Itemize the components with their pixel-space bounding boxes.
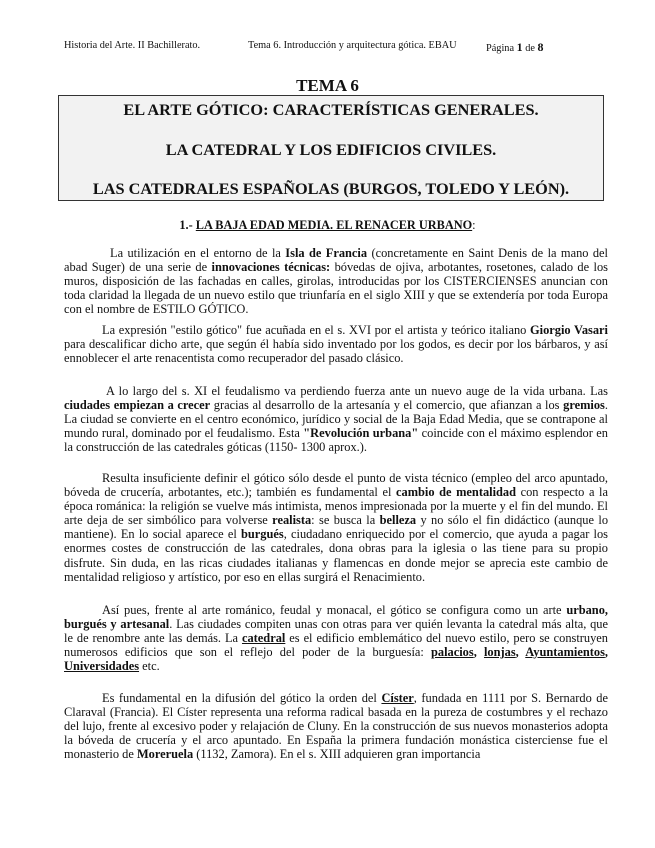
p4-text: , ciudadano enriquecido por el comercio, que ayuda a pagar los enormes costes de construcción de las catedrales, dona obras para la iglesia o las tiene para su propio disfrute. Sin duda, en las ricas ciudades italianas y flamencas en donde mejor se aprecia este cambio de mentalidad religioso y artístico, por eso en ellas surgirá el Renacimiento. bbox=[64, 527, 608, 584]
p5-bold: , bbox=[604, 645, 608, 660]
p5-bold: , bbox=[473, 645, 484, 660]
paragraph-4 bbox=[64, 471, 608, 584]
p3-bold: "Revolución urbana" bbox=[303, 426, 419, 441]
section-number: 1.- bbox=[179, 218, 196, 232]
section-heading bbox=[0, 218, 655, 233]
p5-underlined-bold: Universidades bbox=[64, 659, 140, 674]
p4-bold: burgués bbox=[241, 527, 284, 542]
p5-bold: , bbox=[515, 645, 526, 660]
p5-underlined-bold: Ayuntamientos bbox=[525, 645, 605, 660]
p3-text: gracias al desarrollo de la artesanía y el comercio, que afianzan a los bbox=[210, 398, 564, 413]
paragraph-5 bbox=[64, 603, 608, 673]
page-total: 8 bbox=[537, 40, 544, 54]
p3-bold: gremios bbox=[563, 398, 605, 413]
p3-bold: ciudades empiezan a crecer bbox=[64, 398, 211, 413]
header-topic: Tema 6. Introducción y arquitectura gótica. EBAU bbox=[248, 40, 457, 51]
page-indicator bbox=[486, 40, 543, 55]
p4-text: y no sólo el fin didáctico (aunque lo mantiene). En lo social aparece el bbox=[64, 513, 609, 542]
topic-heading: TEMA 6 bbox=[296, 76, 359, 95]
p5-text: Así pues, frente al arte románico, feudal y monacal, el gótico se configura como un arte bbox=[102, 603, 567, 617]
p1-bold: innovaciones técnicas: bbox=[211, 260, 331, 275]
p4-bold: realista bbox=[272, 513, 312, 528]
paragraph-1 bbox=[64, 246, 608, 316]
title-line-2: LA CATEDRAL Y LOS EDIFICIOS CIVILES. bbox=[165, 140, 497, 159]
paragraph-6 bbox=[64, 691, 608, 761]
p5-text: etc. bbox=[139, 659, 160, 674]
p1-text: bóvedas de ojiva, arbotantes, rosetones, calado de los muros, disposición de las fachadas en calles, girolas, introducidas por los CISTERCIENSES anuncian con toda claridad la llegada de un nuevo estilo que triunfaría en el siglo XIII y que se extendería por toda Europa con el nombre de ESTILO GÓTICO. bbox=[64, 260, 608, 317]
p5-bold: urbano, burgués y artesanal bbox=[64, 603, 608, 632]
p3-text: A lo largo del s. XI el feudalismo va perdiendo fuerza ante un nuevo auge de la vida urbana. Las bbox=[106, 384, 608, 398]
p5-underlined-bold: palacios bbox=[431, 645, 474, 660]
paragraph-2 bbox=[64, 323, 608, 365]
p5-underlined-bold: lonjas bbox=[483, 645, 516, 660]
p1-text: (concretamente en Saint Denis de la mano del abad Suger) de una serie de bbox=[64, 246, 608, 275]
p4-text: Resulta insuficiente definir el gótico sólo desde el punto de vista técnico (empleo del arco apuntado, bóveda de crucería, arbotantes, etc.); también es fundamental el bbox=[64, 471, 608, 500]
section-colon: : bbox=[472, 218, 476, 232]
p6-underlined-bold: Císter bbox=[381, 691, 414, 705]
p1-bold: Isla de Francia bbox=[285, 246, 368, 260]
p6-text: Es fundamental en la difusión del gótico la orden del bbox=[102, 691, 382, 705]
title-line-1: EL ARTE GÓTICO: CARACTERÍSTICAS GENERALES. bbox=[123, 100, 539, 119]
p3-text: . La ciudad se convierte en el centro económico, jurídico y social de la Baja Edad Media, que se contrapone al mundo rural, dominado por el feudalismo. Esta bbox=[64, 398, 608, 441]
p2-text: para descalificar dicho arte, que según él había sido inventado por los godos, es decir por los bárbaros, y así ennoblecer el arte renacentista como recuperador del pasado clásico. bbox=[64, 337, 608, 366]
title-line-3: LAS CATEDRALES ESPAÑOLAS (BURGOS, TOLEDO Y LEÓN). bbox=[92, 179, 570, 198]
paragraph-3 bbox=[64, 384, 608, 454]
p5-text: . Las ciudades compiten unas con otras para ver quién levanta la catedral más alta, que le de renombre ante las demás. La bbox=[64, 617, 608, 646]
title-box bbox=[58, 95, 604, 201]
p6-text: (1132, Zamora). En el s. XIII adquieren gran importancia bbox=[193, 747, 481, 762]
p6-bold: Moreruela bbox=[136, 747, 194, 762]
p2-text: La expresión "estilo gótico" fue acuñada en el s. XVI por el artista y teórico italiano bbox=[102, 323, 530, 337]
header-course: Historia del Arte. II Bachillerato. bbox=[64, 40, 201, 51]
p6-text: , fundada en 1111 por S. Bernardo de Claraval (Francia). El Císter representa una reforma radical basada en la pureza de costumbres y el rechazo del lujo, frente al excesivo poder y relajación de Cluny. En la construcción de sus nuevos monasterios adopta la bóveda de crucería y el arco apuntado. En España la primera fundación monástica cisterciense fue el monasterio de bbox=[64, 691, 609, 762]
p1-text: La utilización en el entorno de la bbox=[110, 246, 286, 260]
p4-bold: cambio de mentalidad bbox=[396, 485, 517, 500]
page-prefix: Página bbox=[486, 43, 515, 54]
p4-text: con respecto a la época románica: la religión se vuelve más intimista, menos impresionada por la muerte y el fin del mundo. El arte deja de ser simbólico para volverse bbox=[64, 485, 608, 528]
p2-bold: Giorgio Vasari bbox=[530, 323, 608, 337]
p4-bold: belleza bbox=[379, 513, 417, 528]
p3-text: coincide con el máximo esplendor en la construcción de las catedrales góticas (1150- 1300 aprox.). bbox=[64, 426, 608, 455]
p5-underlined-bold: catedral bbox=[241, 631, 286, 646]
p4-text: : se busca la bbox=[311, 513, 380, 528]
page-number: 1 bbox=[516, 40, 523, 54]
page-of: de bbox=[525, 43, 535, 54]
section-title: LA BAJA EDAD MEDIA. EL RENACER URBANO bbox=[195, 218, 473, 232]
p5-text: es el edificio emblemático del nuevo estilo, pero se construyen numerosos edificios que son el reflejo del poder de la burguesía: bbox=[64, 631, 608, 660]
